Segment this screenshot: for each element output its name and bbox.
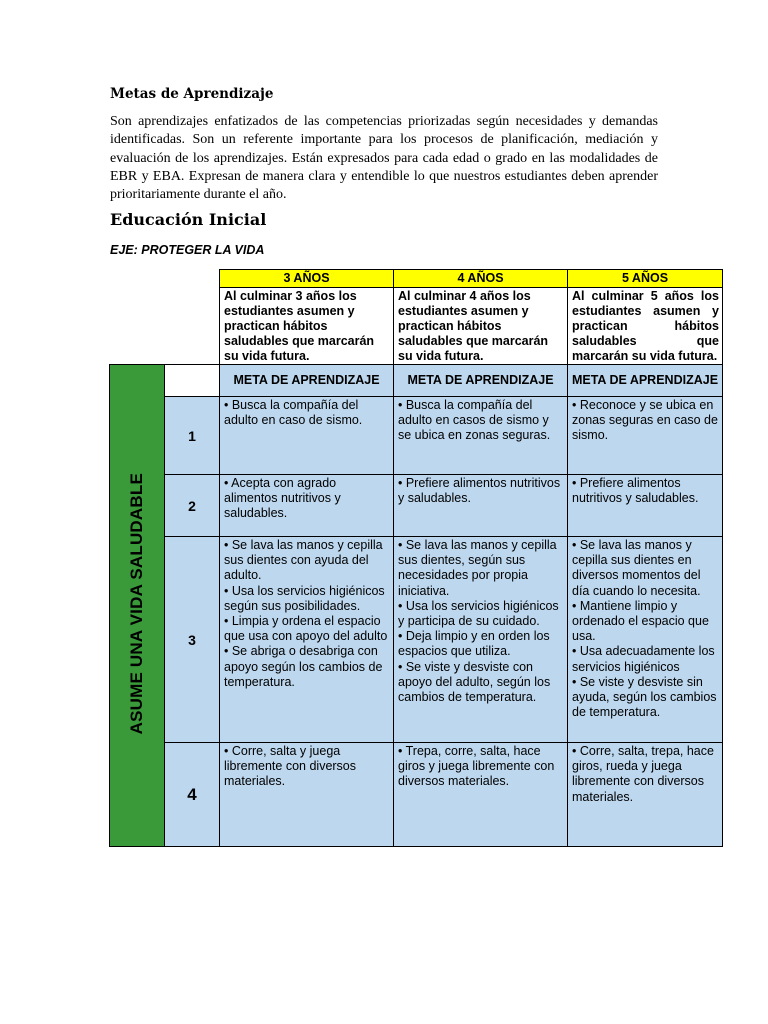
row-number: 4 xyxy=(165,743,220,847)
table-row xyxy=(110,743,723,847)
goal-cell xyxy=(220,397,394,475)
goal-item: • Usa adecuadamente los servicios higiénicos xyxy=(572,644,715,674)
goal-cell xyxy=(568,397,723,475)
goal-item: • Se viste y desviste con apoyo del adulto, según los cambios de temperatura. xyxy=(398,659,551,705)
empty-corner-2 xyxy=(110,288,220,365)
empty-num-header xyxy=(165,365,220,397)
table-row xyxy=(110,537,723,743)
meta-header-3: META DE APRENDIZAJE xyxy=(220,365,394,397)
goal-item: • Mantiene limpio y ordenado el espacio que usa. xyxy=(572,598,709,644)
goal-cell xyxy=(568,475,723,537)
side-label: ASUME UNA VIDA SALUDABLE xyxy=(127,473,146,735)
goal-item: • Prefiere alimentos nutritivos y saludables. xyxy=(572,476,699,506)
meta-header-5: META DE APRENDIZAJE xyxy=(568,365,723,397)
intro-4-years: Al culminar 4 años los estudiantes asumen y practican hábitos saludables que marcarán su vida futura. xyxy=(394,288,568,365)
goal-item: • Corre, salta y juega libremente con diversos materiales. xyxy=(224,744,357,789)
goal-item: • Se viste y desviste sin ayuda, según los cambios de temperatura. xyxy=(572,674,717,720)
goal-item: • Deja limpio y en orden los espacios que utiliza. xyxy=(398,629,550,659)
goal-cell xyxy=(394,743,568,847)
goal-cell xyxy=(568,537,723,743)
intro-row xyxy=(110,288,723,365)
goal-cell xyxy=(220,743,394,847)
goal-item: • Busca la compañía del adulto en casos de sismo y se ubica en zonas seguras. xyxy=(398,398,551,443)
section-heading: Educación Inicial xyxy=(110,210,267,229)
goal-item: • Se lava las manos y cepilla sus dientes, según sus necesidades por propia iniciativa. xyxy=(398,538,557,598)
meta-header-4: META DE APRENDIZAJE xyxy=(394,365,568,397)
goal-cell xyxy=(220,537,394,743)
goal-item: • Limpia y ordena el espacio que usa con apoyo del adulto xyxy=(224,614,388,644)
row-number: 1 xyxy=(165,397,220,475)
goal-cell xyxy=(394,397,568,475)
goal-item: • Se abriga o desabriga con apoyo según los cambios de temperatura. xyxy=(224,644,383,689)
age-header-4: 4 AÑOS xyxy=(394,270,568,288)
row-number: 2 xyxy=(165,475,220,537)
goal-cell xyxy=(220,475,394,537)
goal-item: • Reconoce y se ubica en zonas seguras en caso de sismo. xyxy=(572,398,718,443)
goal-item: • Se lava las manos y cepilla sus dientes con ayuda del adulto. xyxy=(224,538,383,583)
document-title: Metas de Aprendizaje xyxy=(110,86,274,102)
goal-item: • Se lava las manos y cepilla sus dientes en diversos momentos del día cuando lo necesita. xyxy=(572,538,701,598)
goal-cell xyxy=(568,743,723,847)
intro-paragraph: Son aprendizajes enfatizados de las competencias priorizadas según necesidades y demandas identificadas. Son un referente importante para los procesos de planificación, mediación y evaluación de los aprendizajes. Están expresados para cada edad o grado en las modalidades de EBR y EBA. Expresan de manera clara y entendible lo que nuestros estudiantes deben aprender prioritariamente durante el año. xyxy=(110,114,658,203)
goal-cell xyxy=(394,475,568,537)
goal-item: • Prefiere alimentos nutritivos y saludables. xyxy=(398,476,561,506)
goal-item: • Acepta con agrado alimentos nutritivos y saludables. xyxy=(224,476,341,521)
table-row xyxy=(110,397,723,475)
goal-item: • Busca la compañía del adulto en caso de sismo. xyxy=(224,398,363,428)
side-label-cell xyxy=(110,365,165,847)
row-number: 3 xyxy=(165,537,220,743)
goal-item: • Usa los servicios higiénicos según sus posibilidades. xyxy=(224,583,385,613)
meta-header-row xyxy=(110,365,723,397)
age-header-3: 3 AÑOS xyxy=(220,270,394,288)
intro-3-years: Al culminar 3 años los estudiantes asumen y practican hábitos saludables que marcarán su vida futura. xyxy=(220,288,394,365)
learning-goals-table xyxy=(109,269,723,847)
table-row xyxy=(110,475,723,537)
age-header-row xyxy=(110,270,723,288)
intro-5-years: Al culminar 5 años los estudiantes asumen y practican hábitos saludables que marcarán su vida futura. xyxy=(568,288,723,365)
goal-item: • Usa los servicios higiénicos y participa de su cuidado. xyxy=(398,598,559,629)
age-header-5: 5 AÑOS xyxy=(568,270,723,288)
goal-item: • Corre, salta, trepa, hace giros, rueda y juega libremente con diversos materiales. xyxy=(572,744,714,804)
empty-corner xyxy=(110,270,220,288)
goal-cell xyxy=(394,537,568,743)
axis-label: EJE: PROTEGER LA VIDA xyxy=(110,243,265,257)
goal-item: • Trepa, corre, salta, hace giros y juega libremente con diversos materiales. xyxy=(398,744,555,789)
